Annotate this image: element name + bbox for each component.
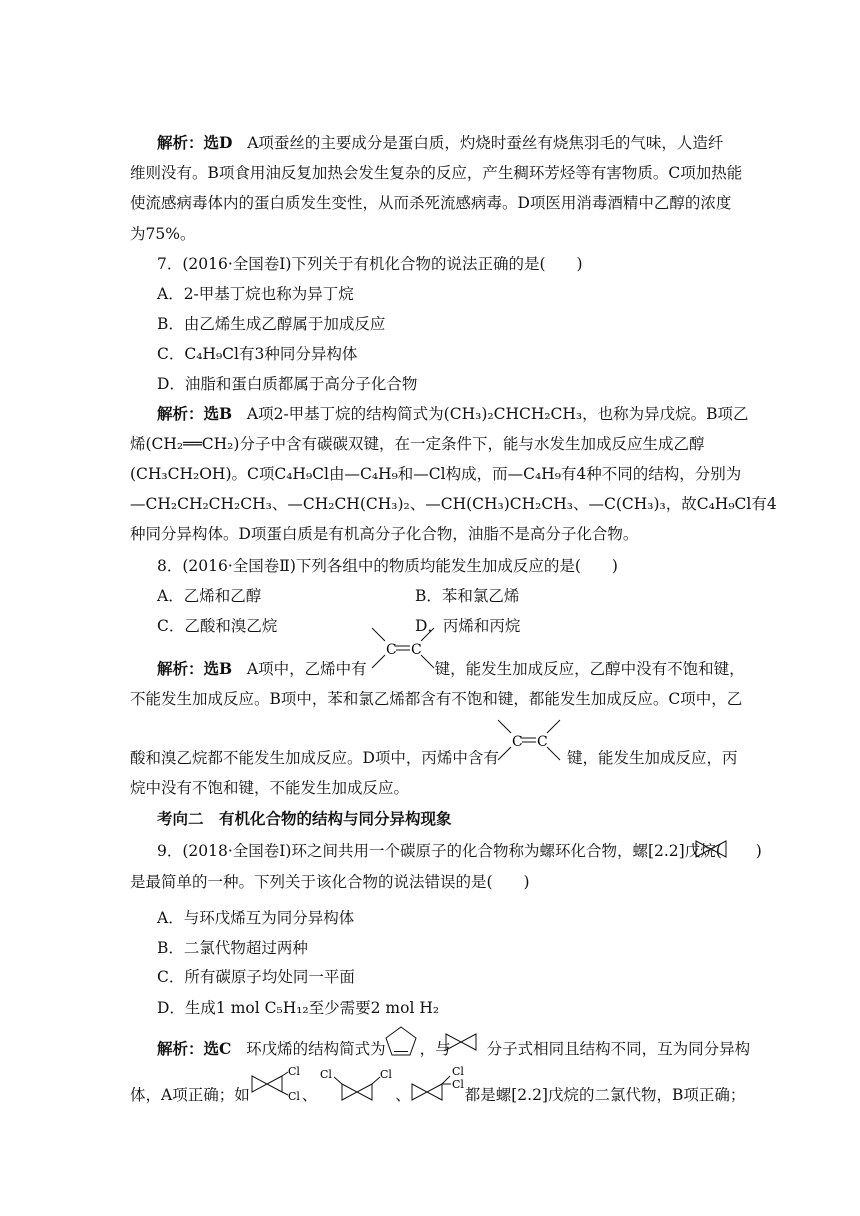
double-bond-structure-2 bbox=[494, 716, 564, 764]
answer-7-line-5: 种同分异构体。D项蛋白质是有机高分子化合物，油脂不是高分子化合物。 bbox=[130, 525, 639, 543]
question-7-option-b: B．由乙烯生成乙醇属于加成反应 bbox=[157, 315, 386, 333]
answer-8-line-2: 不能发生加成反应。B项中，苯和氯乙烯都含有不饱和键，都能发生加成反应。C项中，乙 bbox=[130, 690, 743, 708]
question-9-option-c: C．所有碳原子均处同一平面 bbox=[157, 968, 355, 986]
dichloro-spiropentane-1 bbox=[250, 1064, 310, 1106]
answer-label: 解析：选C bbox=[157, 1039, 232, 1058]
answer-7-line-3: (CH₃CH₂OH)。C项C₄H₉Cl由—C₄H₉和—Cl构成，而—C₄H₉有4种不同的结构，分别为 bbox=[130, 465, 742, 483]
answer-text: 、 bbox=[301, 1086, 318, 1104]
chlorine-label: Cl bbox=[380, 1068, 392, 1081]
question-8-option-c: C．乙酸和溴乙烷 bbox=[157, 617, 278, 635]
question-9-option-d: D．生成1 mol C₅H₁₂至少需要2 mol H₂ bbox=[157, 999, 440, 1017]
answer-text: A项2-甲基丁烷的结构简式为(CH₃)₂CHCH₂CH₃，也称为异戊烷。B项乙 bbox=[246, 405, 749, 423]
answer-8-line-4: 烷中没有不饱和键，不能发生加成反应。 bbox=[130, 779, 410, 797]
answer-text: 键，能发生加成反应，丙 bbox=[566, 749, 738, 767]
answer-label: 解析：选D bbox=[157, 133, 233, 152]
answer-label: 解析：选B bbox=[157, 404, 233, 423]
answer-text: 分子式相同且结构不同，互为同分异构 bbox=[486, 1040, 751, 1058]
answer-6-line-1 bbox=[157, 133, 723, 153]
answer-text: A项蚕丝的主要成分是蛋白质，灼烧时蚕丝有烧焦羽毛的气味，人造纤 bbox=[247, 134, 724, 152]
answer-text: 体，A项正确；如 bbox=[130, 1086, 250, 1104]
paren: ) bbox=[755, 842, 762, 860]
question-9-line-1 bbox=[157, 841, 762, 861]
carbon-label: C bbox=[411, 642, 422, 658]
question-8: 8．(2016·全国卷Ⅱ)下列各组中的物质均能发生加成反应的是( ) bbox=[157, 557, 618, 575]
question-9-option-b: B．二氯代物超过两种 bbox=[157, 939, 308, 957]
double-bond-structure-1 bbox=[368, 624, 438, 672]
spiropentane-structure bbox=[444, 1031, 478, 1053]
question-9-line-2: 是最简单的一种。下列关于该化合物的说法错误的是( ) bbox=[130, 873, 530, 891]
cyclopentene-structure bbox=[383, 1024, 419, 1058]
dichloro-spiropentane-2 bbox=[320, 1066, 402, 1108]
question-8-option-b: B．苯和氯乙烯 bbox=[415, 587, 520, 605]
answer-7-line-2: 烯(CH₂══CH₂)分子中含有碳碳双键，在一定条件下，能与水发生加成反应生成乙醇 bbox=[130, 435, 705, 453]
question-8-option-d: D．丙烯和丙烷 bbox=[415, 617, 521, 635]
answer-text: ，与 bbox=[419, 1040, 451, 1058]
spiropentane-structure bbox=[694, 838, 728, 860]
answer-text: 、 bbox=[395, 1086, 411, 1104]
carbon-label: C bbox=[512, 734, 523, 750]
answer-text: 环戊烯的结构简式为 bbox=[246, 1040, 386, 1058]
section-heading: 考向二 有机化合物的结构与同分异构现象 bbox=[157, 809, 452, 828]
answer-6-line-2: 维则没有。B项食用油反复加热会发生复杂的反应，产生稠环芳烃等有害物质。C项加热能 bbox=[130, 164, 743, 182]
chlorine-label: Cl bbox=[288, 1065, 300, 1078]
dichloro-spiropentane-3 bbox=[410, 1064, 470, 1106]
answer-8-line-3 bbox=[130, 748, 737, 768]
chlorine-label: Cl bbox=[320, 1068, 332, 1081]
question-9-option-a: A．与环戊烯互为同分异构体 bbox=[157, 909, 355, 927]
chlorine-label: Cl bbox=[452, 1065, 464, 1078]
question-text: 9．(2018·全国卷Ⅰ)环之间共用一个碳原子的化合物称为螺环化合物，螺[2.2]戊烷( bbox=[157, 842, 722, 860]
carbon-label: C bbox=[537, 734, 548, 750]
question-7-option-d: D．油脂和蛋白质都属于高分子化合物 bbox=[157, 375, 418, 393]
answer-8-line-1 bbox=[157, 659, 745, 679]
question-8-option-a: A．乙烯和乙醇 bbox=[157, 587, 262, 605]
answer-text: 酸和溴乙烷都不能发生加成反应。D项中，丙烯中含有 bbox=[130, 749, 499, 767]
answer-text: 都是螺[2.2]戊烷的二氯代物，B项正确； bbox=[464, 1086, 746, 1104]
carbon-label: C bbox=[386, 642, 397, 658]
answer-6-line-4: 为75%。 bbox=[130, 225, 196, 243]
answer-7-line-1 bbox=[157, 404, 749, 424]
chlorine-label: Cl bbox=[288, 1090, 300, 1103]
answer-label: 解析：选B bbox=[157, 659, 233, 678]
answer-text: 键，能发生加成反应，乙醇中没有不饱和键， bbox=[434, 660, 745, 678]
chlorine-label: Cl bbox=[452, 1078, 464, 1091]
answer-7-line-4: —CH₂CH₂CH₂CH₃、—CH₂CH(CH₃)₂、—CH(CH₃)CH₂CH₃、—C(CH₃)₃，故C₄H₉Cl有4 bbox=[130, 495, 777, 513]
question-7-option-a: A．2-甲基丁烷也称为异丁烷 bbox=[157, 285, 354, 303]
question-7: 7．(2016·全国卷Ⅰ)下列关于有机化合物的说法正确的是( ) bbox=[157, 255, 583, 273]
answer-text: A项中，乙烯中有 bbox=[246, 660, 367, 678]
answer-6-line-3: 使流感病毒体内的蛋白质发生变性，从而杀死流感病毒。D项医用消毒酒精中乙醇的浓度 bbox=[130, 194, 732, 212]
question-7-option-c: C．C₄H₉Cl有3种同分异构体 bbox=[157, 345, 358, 363]
